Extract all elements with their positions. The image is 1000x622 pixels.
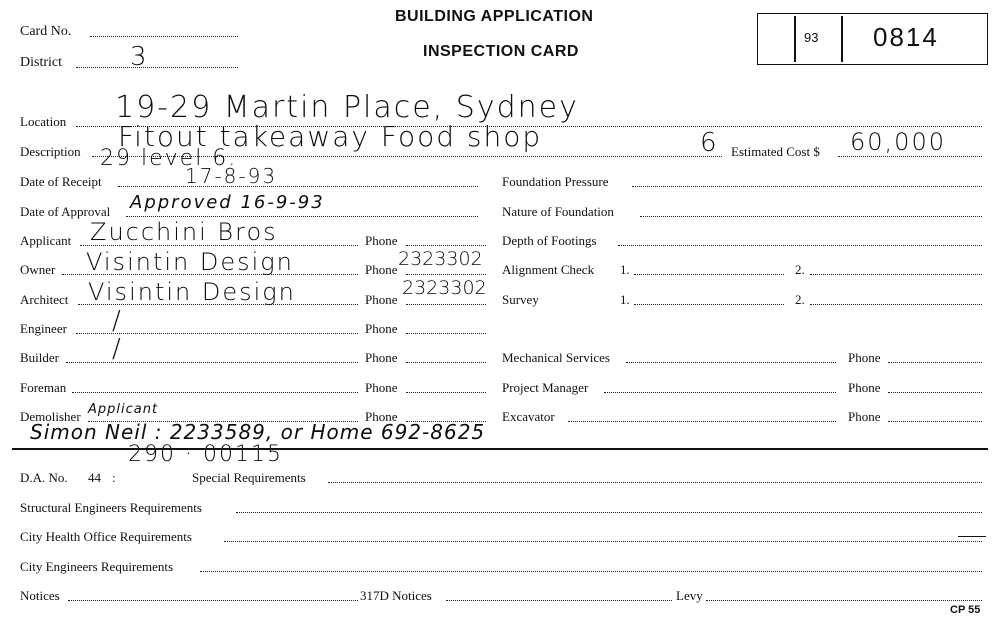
card-number-prefix: 93	[804, 30, 819, 45]
card-number-divider-1	[794, 16, 796, 62]
owner-phone-value: 2323302	[398, 248, 483, 270]
pen-mark	[958, 536, 986, 537]
foreman-phone-label: Phone	[365, 380, 398, 395]
foreman-phone-line	[406, 392, 486, 393]
special-requirements-line	[328, 482, 982, 483]
builder-phone-line	[406, 362, 486, 363]
form-title-line1: BUILDING APPLICATION	[395, 8, 594, 25]
district-line	[76, 67, 238, 68]
city-engineers-label: City Engineers Requirements	[20, 559, 174, 574]
date-of-receipt-value: 17-8-93	[185, 164, 278, 188]
city-health-label: City Health Office Requirements	[20, 529, 192, 544]
survey-2-line	[810, 304, 982, 305]
description-level: 29 level 6.	[100, 146, 238, 171]
foundation-pressure-line	[632, 186, 982, 187]
form-title-line2: INSPECTION CARD	[423, 43, 579, 60]
engineer-label: Engineer	[20, 321, 67, 336]
foreman-label: Foreman	[20, 380, 67, 395]
nature-of-foundation-label: Nature of Foundation	[502, 204, 614, 219]
contact-note: Simon Neil : 2233589, or Home 692-8625	[30, 420, 486, 444]
alignment-check-label: Alignment Check	[502, 262, 595, 277]
excavator-phone-line	[888, 421, 982, 422]
architect-phone-label: Phone	[365, 292, 398, 307]
notices-line	[68, 600, 358, 601]
alignment-check-2-label: 2.	[795, 262, 805, 277]
location-value: 19-29 Martin Place, Sydney	[115, 90, 579, 125]
survey-1-line	[634, 304, 784, 305]
structural-engineers-line	[236, 512, 982, 513]
alignment-check-1-line	[634, 274, 784, 275]
owner-value: Visintin Design	[86, 248, 294, 276]
owner-label: Owner	[20, 262, 56, 277]
applicant-phone-line	[406, 245, 486, 246]
project-manager-line	[604, 392, 836, 393]
architect-phone-line	[406, 304, 486, 305]
project-manager-phone-line	[888, 392, 982, 393]
engineer-phone-line	[406, 333, 486, 334]
survey-2-label: 2.	[795, 292, 805, 307]
notices-317d-label: 317D Notices	[360, 588, 432, 603]
special-requirements-label: Special Requirements	[192, 470, 306, 485]
city-engineers-line	[200, 571, 982, 572]
architect-phone-value: 2323302	[402, 277, 487, 299]
estimated-cost-line	[838, 156, 982, 157]
mechanical-services-phone-label: Phone	[848, 350, 881, 365]
builder-value: /	[112, 334, 123, 364]
excavator-line	[568, 421, 836, 422]
foreman-line	[72, 392, 358, 393]
excavator-label: Excavator	[502, 409, 555, 424]
nature-of-foundation-line	[640, 216, 982, 217]
card-no-label: Card No.	[20, 24, 72, 39]
notices-317d-line	[446, 600, 672, 601]
da-no-colon: :	[112, 470, 116, 485]
owner-phone-line	[406, 274, 486, 275]
demolisher-phone-label: Phone	[365, 409, 398, 424]
district-label: District	[20, 55, 62, 70]
engineer-phone-label: Phone	[365, 321, 398, 336]
applicant-label: Applicant	[20, 233, 72, 248]
mechanical-services-label: Mechanical Services	[502, 350, 610, 365]
demolisher-label: Demolisher	[20, 409, 81, 424]
builder-phone-label: Phone	[365, 350, 398, 365]
card-number: 0814	[873, 22, 939, 52]
depth-of-footings-line	[618, 245, 982, 246]
description-shop-no: 6	[700, 128, 717, 158]
structural-engineers-label: Structural Engineers Requirements	[20, 500, 202, 515]
architect-label: Architect	[20, 292, 69, 307]
date-of-approval-line	[126, 216, 478, 217]
location-label: Location	[20, 114, 67, 129]
mechanical-services-phone-line	[888, 362, 982, 363]
applicant-value: Zucchini Bros	[90, 218, 278, 246]
survey-1-label: 1.	[620, 292, 630, 307]
applicant-phone-label: Phone	[365, 233, 398, 248]
date-of-receipt-label: Date of Receipt	[20, 174, 102, 189]
mechanical-services-line	[626, 362, 836, 363]
alignment-check-2-line	[810, 274, 982, 275]
levy-label: Levy	[676, 588, 703, 603]
depth-of-footings-label: Depth of Footings	[502, 233, 597, 248]
notices-label: Notices	[20, 588, 60, 603]
date-of-approval-label: Date of Approval	[20, 204, 111, 219]
form-code: CP 55	[950, 604, 981, 616]
alignment-check-1-label: 1.	[620, 262, 630, 277]
builder-line	[66, 362, 358, 363]
description-label: Description	[20, 144, 81, 159]
project-manager-phone-label: Phone	[848, 380, 881, 395]
demolisher-value: Applicant	[88, 402, 159, 417]
district-value: 3	[130, 42, 149, 72]
city-health-line	[224, 541, 982, 542]
da-no-label: D.A. No.	[20, 470, 68, 485]
estimated-cost-label: Estimated Cost $	[731, 144, 820, 159]
architect-value: Visintin Design	[88, 278, 296, 306]
levy-line	[706, 600, 982, 601]
survey-label: Survey	[502, 292, 539, 307]
description-value: Fitout takeaway Food shop	[118, 120, 543, 153]
da-number-handwritten: 290 · 00115	[128, 442, 283, 467]
excavator-phone-label: Phone	[848, 409, 881, 424]
date-of-receipt-line	[118, 186, 478, 187]
card-no-line	[90, 36, 238, 37]
da-no-value: 44	[88, 470, 101, 485]
estimated-cost-value: 60,000	[850, 128, 946, 156]
builder-label: Builder	[20, 350, 59, 365]
engineer-value: /	[112, 306, 123, 336]
project-manager-label: Project Manager	[502, 380, 589, 395]
date-of-approval-value: Approved 16-9-93	[130, 192, 325, 213]
card-number-divider-2	[841, 16, 843, 62]
foundation-pressure-label: Foundation Pressure	[502, 174, 609, 189]
owner-phone-label: Phone	[365, 262, 398, 277]
